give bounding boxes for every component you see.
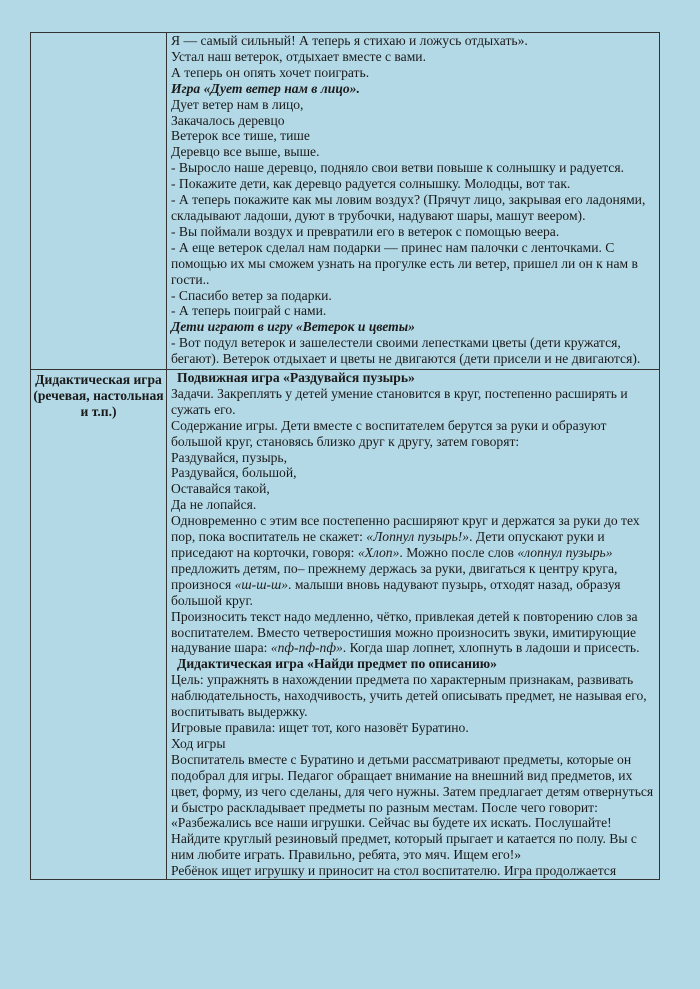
row1-label-cell [31, 33, 167, 370]
text-line: - А теперь покажите как мы ловим воздух? (Прячут лицо, закрывая его ладонями, складывают ладоши, дуют в трубочки, надувают шары, машут веером). [171, 192, 646, 223]
poem-line: Закачалось деревцо [171, 112, 285, 128]
game1-title: Подвижная игра «Раздувайся пузырь» [177, 370, 415, 386]
text-line: А теперь он опять хочет поиграть. [171, 64, 370, 80]
poem-line: Оставайся такой, [171, 481, 270, 497]
poem-line: Деревцо все выше, выше. [171, 144, 320, 160]
game1-paragraph-1 [171, 513, 657, 608]
poem-line: Дует ветер нам в лицо, [171, 96, 304, 112]
p1-text-e: . Можно после слов [399, 545, 518, 560]
text-line: - Вот подул ветерок и зашелестели своими лепестками цветы (дети кружатся, бегают). Ветерок отдыхает и цветы не двигаются (дети присели и не двигаются). [171, 335, 641, 367]
game2-goal: Цель: упражнять в нахождении предмета по характерным признакам, развивать наблюдательность, находчивость, учить детей описывать предмет, не называя его, воспитывать выдержку. [171, 672, 647, 720]
game2-last-line: Ребёнок ищет игрушку и приносит на стол воспитателю. Игра продолжается [171, 863, 617, 879]
table-row-1 [31, 33, 660, 370]
row2-content-cell [167, 370, 660, 880]
game2-rules: Игровые правила: ищет тот, кого назовёт Буратино. [171, 719, 469, 735]
lesson-plan-table [30, 32, 660, 880]
p1-quote-h: «ш-ш-ш» [234, 576, 289, 592]
table-row-2 [31, 370, 660, 880]
p1-text-a: Одновременно с этим все постепенно расширяют круг и держатся за руки до тех пор, пока воспитатель не скажет: [171, 513, 640, 545]
text-line: Устал наш ветерок, отдыхает вместе с вами. [171, 48, 426, 64]
game1-tasks: Задачи. Закреплять у детей умение становится в круг, постепенно расширять и сужать его. [171, 385, 628, 417]
text-line: - Вы поймали воздух и превратили его в ветерок с помощью веера. [171, 223, 560, 239]
game1-paragraph-2 [171, 609, 657, 657]
row2-label: Дидактическая игра (речевая, настольная и т.п.) [33, 372, 164, 420]
p1-text-c: . Дети опускают руки и приседают на корточки, говоря: [171, 529, 605, 560]
text-line: Я — самый сильный! А теперь я стихаю и ложусь отдыхать». [171, 33, 528, 48]
game2-course: Воспитатель вместе с Буратино и детьми рассматривают предметы, которые он подобрал для игры. Педагог обращает внимание на внешний вид предметов, их цвет, форму, из чего сделаны, для чего нужны. Затем предлагает детям отвернуться и быстро раскладывает предметы по разным местам. После чего говорит: «Разбежались все наши игрушки. Сейчас вы будете их искать. Послушайте! Найдите круглый резиновый предмет, который прыгает и катается по полу. Вы с ним любите играть. Правильно, ребята, это мяч. Ищем его!» [171, 751, 654, 863]
game2-course-title: Ход игры [171, 735, 226, 751]
text-line: - А еще ветерок сделал нам подарки — принес нам палочки с ленточками. С помощью их мы сможем узнать на прогулке есть ли ветер, пришел ли он к нам в гости.. [171, 239, 638, 287]
poem-line: Да не лопайся. [171, 497, 257, 513]
text-line: - А теперь поиграй с нами. [171, 303, 327, 319]
game1-content: Содержание игры. Дети вместе с воспитателем берутся за руки и образуют большой круг, становясь близко друг к другу, затем говорят: [171, 417, 607, 449]
text-line: - Покажите дети, как деревцо радуется солнышку. Молодцы, вот так. [171, 176, 571, 192]
p2-text-a: Произносить текст надо медленно, чётко, привлекая детей к повторению слов за воспитателем. Вместо четверостишия можно произносить звуки, имитирующие надувание шара: [171, 608, 638, 656]
p2-text-c: . Когда шар лопнет, хлопнуть в ладоши и присесть. [342, 640, 640, 656]
text-line: - Выросло наше деревцо, подняло свои ветви повыше к солнышку и радуется. [171, 160, 624, 176]
p1-quote-d: «Хлоп» [357, 545, 400, 560]
game-heading: Дети играют в игру «Ветерок и цветы» [171, 319, 415, 335]
p2-quote-b: «пф-пф-пф» [270, 640, 343, 656]
p1-quote-f: «лопнул пузырь» [517, 545, 613, 560]
poem-line: Раздувайся, пузырь, [171, 449, 288, 465]
game-heading: Игра «Дует ветер нам в лицо». [171, 80, 360, 96]
p1-text-i: . малыши вновь надувают пузырь, отходят назад, образуя большой круг. [171, 576, 621, 608]
p1-text-g: предложить детям, по– прежнему держась за руки, двигаться к центру круга, произнося [171, 560, 618, 592]
text-line: - Спасибо ветер за подарки. [171, 287, 332, 303]
p1-quote-b: «Лопнул пузырь!» [366, 529, 470, 545]
poem-line: Раздувайся, большой, [171, 465, 297, 481]
poem-line: Ветерок все тише, тише [171, 128, 310, 144]
row1-content-cell [167, 33, 660, 370]
row2-label-cell [31, 370, 167, 880]
game2-title: Дидактическая игра «Найди предмет по описанию» [177, 656, 497, 672]
